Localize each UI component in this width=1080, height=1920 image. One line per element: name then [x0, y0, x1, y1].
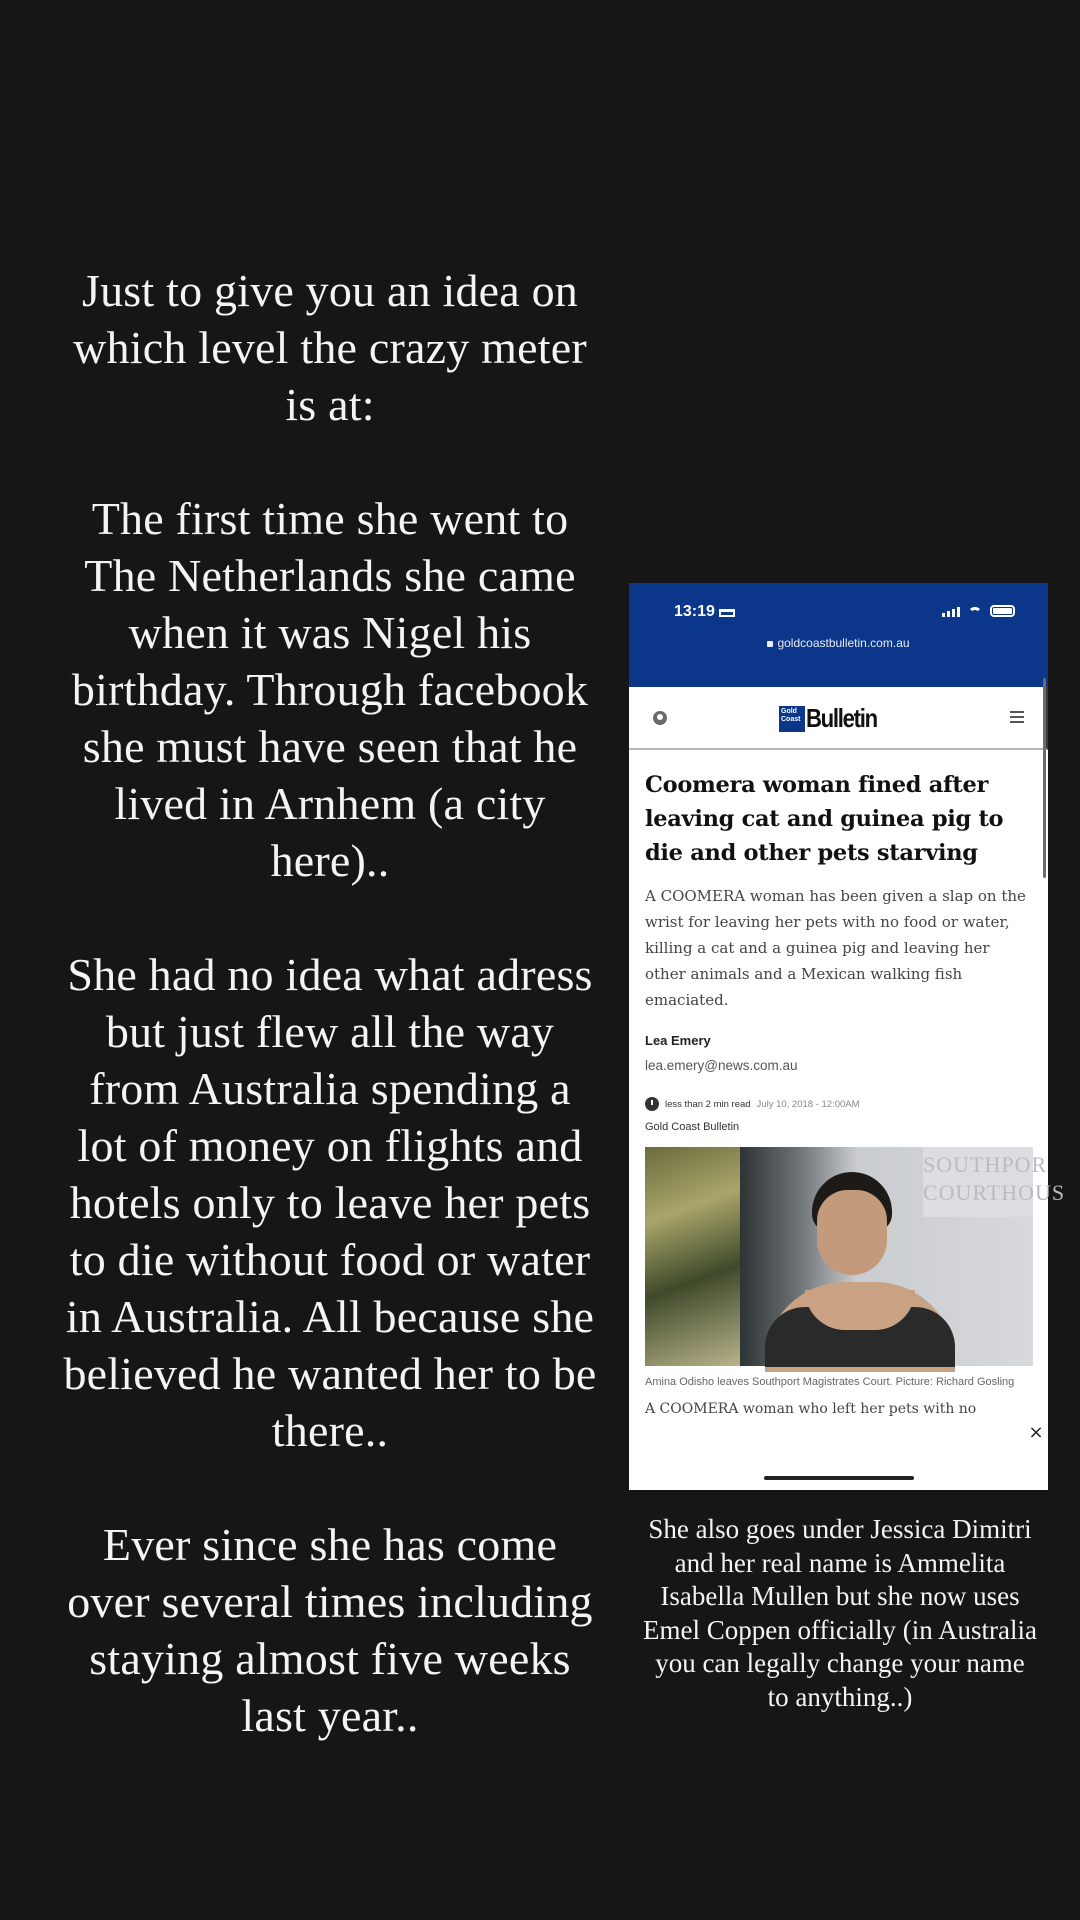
- home-indicator[interactable]: [764, 1476, 914, 1480]
- logo-text: Bulletin: [806, 703, 877, 733]
- clock-time: 13:19: [674, 603, 715, 620]
- story-paragraph: Ever since she has come over several times including staying almost five weeks last year..: [67, 1519, 593, 1741]
- story-paragraph: The first time she went to The Netherlands she came when it was Nigel his birthday. Through facebook she must have seen that he lived in Arnhem (a city here)..: [71, 493, 589, 886]
- logo-mark: Gold Coast: [779, 706, 805, 732]
- author-name[interactable]: Lea Emery: [645, 1033, 711, 1048]
- scrollbar[interactable]: [1043, 678, 1046, 878]
- article-body-start: A COOMERA woman who left her pets with no: [645, 1401, 977, 1417]
- story-paragraph: She had no idea what adress but just flew all the way from Australia spending a lot of money on flights and hotels only to leave her pets to die without food or water in Australia. All because she believed he wanted her to be there..: [63, 949, 597, 1456]
- bed-icon: [719, 609, 735, 617]
- side-caption: She also goes under Jessica Dimitri and her real name is Ammelita Isabella Mullen but she now uses Emel Coppen officially (in Australia you can legally change your name to anything..): [643, 1514, 1037, 1712]
- publication-name: Gold Coast Bulletin: [645, 1121, 740, 1133]
- read-time: less than 2 min read: [665, 1098, 751, 1110]
- status-icons: [942, 605, 1015, 617]
- site-logo[interactable]: [779, 703, 889, 734]
- status-bar: [629, 583, 1048, 687]
- photo-caption: Amina Odisho leaves Southport Magistrates Court. Picture: Richard Gosling: [645, 1376, 1015, 1388]
- embedded-phone-screenshot: [629, 583, 1066, 1490]
- article-meta: [645, 1097, 1032, 1111]
- article-photo[interactable]: [645, 1147, 1066, 1366]
- publish-date: July 10, 2018 - 12:00AM: [756, 1098, 860, 1110]
- user-icon[interactable]: [653, 711, 667, 725]
- article-standfirst: A COOMERA woman has been given a slap on the wrist for leaving her pets with no food or water, killing a cat and a guinea pig and leaving her other animals and a Mexican walking fish emaciated.: [645, 887, 1026, 1009]
- photo-court-sign: SOUTHPOR COURTHOUS: [923, 1147, 1033, 1217]
- battery-icon: [990, 605, 1015, 617]
- site-header: [629, 687, 1048, 750]
- article: [629, 750, 1066, 1417]
- article-headline: Coomera woman fined after leaving cat and guinea pig to die and other pets starving: [645, 772, 1004, 866]
- clock-icon: [645, 1097, 659, 1111]
- story-text: [60, 262, 600, 1744]
- photo-person: [765, 1172, 955, 1366]
- story-paragraph: Just to give you an idea on which level the crazy meter is at:: [73, 265, 587, 430]
- url-bar[interactable]: [629, 636, 1048, 650]
- status-time: [674, 603, 735, 621]
- lock-icon: [767, 641, 773, 647]
- close-icon[interactable]: ×: [1024, 1421, 1048, 1445]
- author-email[interactable]: lea.emery@news.com.au: [645, 1058, 798, 1073]
- wifi-icon: [968, 607, 982, 617]
- hamburger-menu-icon[interactable]: [1010, 711, 1024, 726]
- signal-icon: [942, 607, 960, 617]
- url-text: goldcoastbulletin.com.au: [777, 636, 910, 650]
- photo-background-foliage: [645, 1147, 740, 1366]
